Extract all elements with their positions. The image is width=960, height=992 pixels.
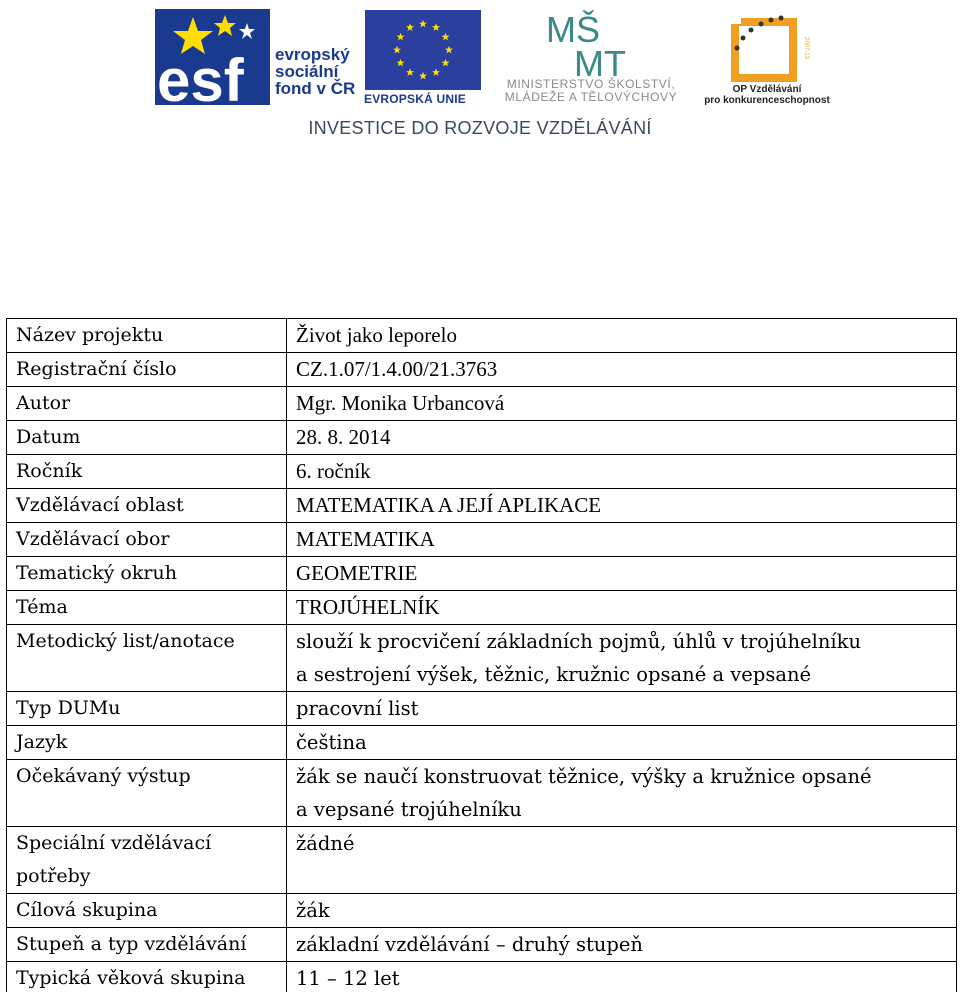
row-label: Téma [7,591,287,625]
row-value-line: žák se naučí konstruovat těžnice, výšky a kružnice opsané [296,765,872,788]
table-row [7,894,957,928]
row-label: Tematický okruh [7,557,287,591]
row-value [287,726,957,760]
row-value-line: GEOMETRIE [296,561,418,585]
op-vzdelavani-logo-icon [725,8,811,88]
msmt-logo-caption: MINISTERSTVO ŠKOLSTVÍ, MLÁDEŽE A TĚLOVÝCHOVY [504,77,678,104]
row-label: Ročník [7,455,287,489]
table-row [7,353,957,387]
row-value [287,760,957,827]
eu-logo-caption: EVROPSKÁ UNIE [364,92,466,106]
row-label: Metodický list/anotace [7,625,287,692]
eu-flag-icon [365,10,481,90]
esf-logo-text: evropský sociální fond v ČR [275,45,356,98]
esf-logo-icon [155,9,270,105]
row-value-line: čeština [296,731,367,754]
row-value-line: MATEMATIKA A JEJÍ APLIKACE [296,493,602,517]
row-value-line: základní vzdělávání – druhý stupeň [296,933,643,956]
svg-text:MT: MT [574,43,626,78]
row-value [287,962,957,992]
project-metadata-table [6,318,957,992]
table-row [7,591,957,625]
table-row [7,319,957,353]
row-label: Vzdělávací obor [7,523,287,557]
msmt-logo-icon [540,8,646,78]
row-value [287,692,957,726]
row-value-line: CZ.1.07/1.4.00/21.3763 [296,357,498,381]
row-label: Datum [7,421,287,455]
row-value [287,928,957,962]
svg-text:MŠ: MŠ [546,9,600,50]
investice-slogan: INVESTICE DO ROZVOJE VZDĚLÁVÁNÍ [308,118,652,138]
row-value [287,489,957,523]
row-label: Cílová skupina [7,894,287,928]
row-value-line: pracovní list [296,697,419,720]
row-value [287,455,957,489]
row-label: Typická věková skupina [7,962,287,992]
row-value [287,319,957,353]
svg-text:2007-13: 2007-13 [803,36,809,60]
row-value [287,625,957,692]
row-label: Speciální vzdělávací potřeby [7,827,287,894]
table-row [7,625,957,692]
row-value-line: a sestrojení výšek, těžnic, kružnic opsané a vepsané [296,663,812,686]
table-row [7,760,957,827]
row-label: Název projektu [7,319,287,353]
row-value-line: MATEMATIKA [296,527,435,551]
row-value-line: Mgr. Monika Urbancová [296,391,505,415]
logo-banner [0,0,960,150]
row-value-line: 28. 8. 2014 [296,425,391,449]
row-label: Typ DUMu [7,692,287,726]
row-label: Jazyk [7,726,287,760]
row-label: Stupeň a typ vzdělávání [7,928,287,962]
row-value-line: slouží k procvičení základních pojmů, úhlů v trojúhelníku [296,630,862,653]
table-row [7,387,957,421]
row-label: Očekávaný výstup [7,760,287,827]
table-row [7,489,957,523]
table-row [7,928,957,962]
row-value-line: žák [296,899,330,922]
row-label: Vzdělávací oblast [7,489,287,523]
row-value-line: 6. ročník [296,459,371,483]
row-value [287,421,957,455]
row-value [287,353,957,387]
row-value-line: 11 – 12 let [296,967,400,990]
row-value-line: Život jako leporelo [296,323,457,347]
row-value-line: TROJÚHELNÍK [296,595,440,619]
table-row [7,455,957,489]
row-value-line: žádné [296,832,355,855]
table-row [7,692,957,726]
row-value [287,827,957,894]
table-row [7,523,957,557]
row-value [287,591,957,625]
row-value [287,387,957,421]
op-vzdelavani-logo-caption: OP Vzdělávání pro konkurenceschopnost [704,84,830,106]
row-label: Autor [7,387,287,421]
row-value [287,523,957,557]
table-row [7,557,957,591]
row-label: Registrační číslo [7,353,287,387]
svg-text:esf: esf [157,47,244,105]
row-value [287,894,957,928]
table-row [7,827,957,894]
row-value [287,557,957,591]
table-row [7,421,957,455]
row-value-line: a vepsané trojúhelníku [296,798,522,821]
table-row [7,726,957,760]
table-row [7,962,957,992]
